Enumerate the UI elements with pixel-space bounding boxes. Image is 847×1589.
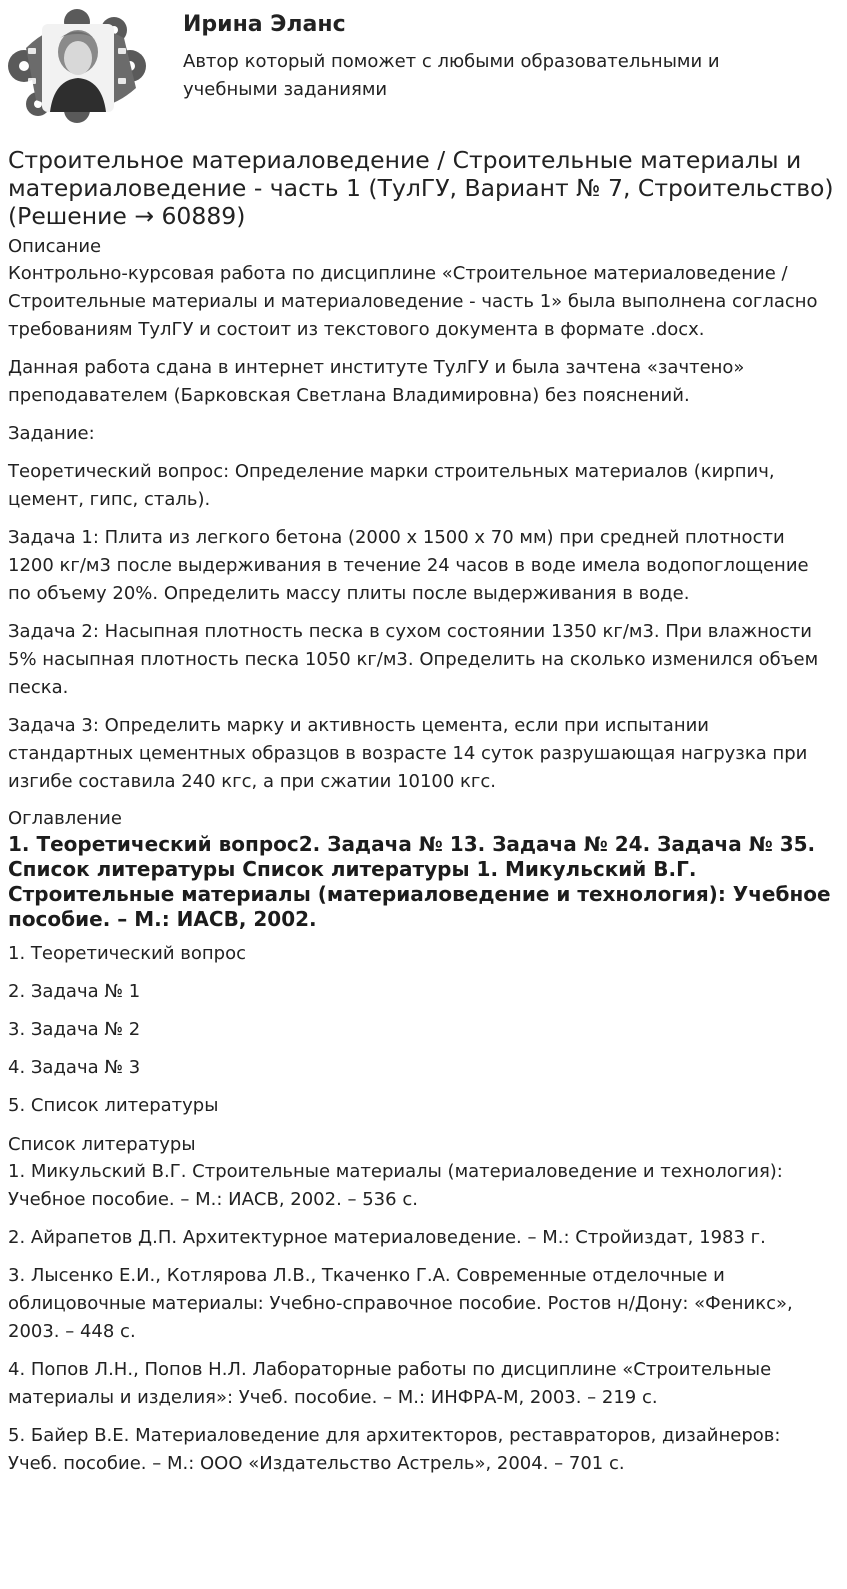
author-card [0,0,847,130]
author-description: Автор который поможет с любыми образовательными и учебными заданиями [183,51,720,100]
reference-item: 4. Попов Л.Н., Попов Н.Л. Лабораторные работы по дисциплине «Строительные материалы и изделия»: Учеб. пособие. – М.: ИНФРА-М, 2003. – 219 с. [8,1359,772,1408]
author-name[interactable]: Ирина Эланс [183,12,346,37]
reference-item: 3. Лысенко Е.И., Котлярова Л.В., Ткаченко Г.А. Современные отделочные и облицовочные материалы: Учебно-справочное пособие. Ростов н/Дону: «Феникс», 2003. – 448 с. [8,1265,793,1342]
reference-item: 5. Байер В.Е. Материаловедение для архитекторов, реставраторов, дизайнеров: Учеб. пособие. – М.: ООО «Издательство Астрель», 2004. – 701 с. [8,1425,781,1474]
description-paragraph: Задача 3: Определить марку и активность цемента, если при испытании стандартных цементных образцов в возрасте 14 суток разрушающая нагрузка при изгибе составила 240 кгс, а при сжатии 10100 кгс. [8,715,808,792]
references-label: Список литературы [8,1134,196,1155]
page-content [0,146,834,1478]
description-label: Описание [8,236,102,257]
toc-item: 1. Теоретический вопрос [8,943,246,964]
toc-summary: 1. Теоретический вопрос2. Задача № 13. Задача № 24. Задача № 35. Список литературы Список литературы 1. Микульский В.Г. Строительные материалы (материаловедение и технология): Учебное пособие. – М.: ИАСВ, 2002. [8,832,831,931]
description-paragraph: Данная работа сдана в интернет институте ТулГУ и была зачтена «зачтено» преподавателем (Барковская Светлана Владимировна) без пояснений. [8,357,745,406]
toc-item: 5. Список литературы [8,1095,219,1116]
author-avatar[interactable] [6,8,148,124]
reference-item: 2. Айрапетов Д.П. Архитектурное материаловедение. – М.: Стройиздат, 1983 г. [8,1227,766,1248]
page-title: Строительное материаловедение / Строительные материалы и материаловедение - часть 1 (ТулГУ, Вариант № 7, Строительство) (Решение → 60889) [8,146,834,230]
description-paragraph: Теоретический вопрос: Определение марки строительных материалов (кирпич, цемент, гипс, сталь). [8,461,775,510]
description-paragraph: Контрольно-курсовая работа по дисциплине «Строительное материаловедение / Строительные материалы и материаловедение - часть 1» была выполнена согласно требованиям ТулГУ и состоит из текстового документа в формате .docx. [8,263,818,340]
toc-label: Оглавление [8,808,122,829]
description-paragraph: Задача 1: Плита из легкого бетона (2000 х 1500 х 70 мм) при средней плотности 1200 кг/м3 после выдерживания в течение 24 часов в воде имела водопоглощение по объему 20%. Определить массу плиты после выдерживания в воде. [8,527,809,604]
toc-item: 4. Задача № 3 [8,1057,141,1078]
description-paragraph: Задание: [8,423,95,444]
description-paragraph: Задача 2: Насыпная плотность песка в сухом состоянии 1350 кг/м3. При влажности 5% насыпная плотность песка 1050 кг/м3. Определить на сколько изменился объем песка. [8,621,819,698]
toc-item: 2. Задача № 1 [8,981,141,1002]
reference-item: 1. Микульский В.Г. Строительные материалы (материаловедение и технология): Учебное пособие. – М.: ИАСВ, 2002. – 536 с. [8,1161,783,1210]
toc-item: 3. Задача № 2 [8,1019,141,1040]
